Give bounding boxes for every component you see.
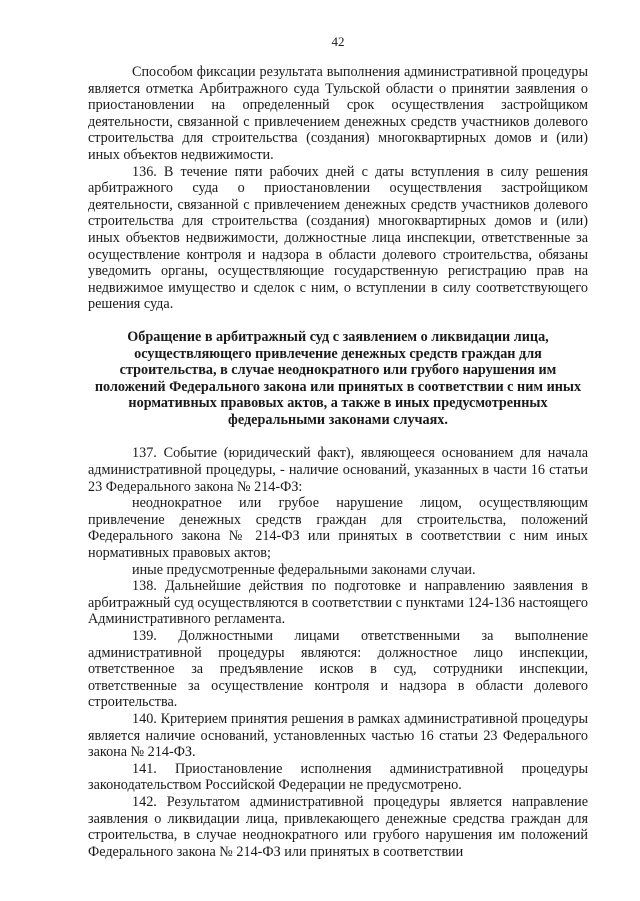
paragraph-137: 137. Событие (юридический факт), являющееся основанием для начала административной процедуры, - наличие оснований, указанных в части 16 статьи 23 Федерального закона № 214-ФЗ: [88, 445, 588, 495]
paragraph-141: 141. Приостановление исполнения административной процедуры законодательством Российской Федерации не предусмотрено. [88, 760, 588, 794]
body-text-top [88, 64, 588, 313]
paragraph-137-item-violation: неоднократное или грубое нарушение лицом, осуществляющим привлечение денежных средств граждан для строительства, положений Федерального закона № 214-ФЗ или принятых в соответствии с ним иных нормативных правовых актов; [88, 495, 588, 562]
paragraph-fixation-method: Способом фиксации результата выполнения административной процедуры является отметка Арбитражного суда Тульской области о принятии заявления о приостановлении на определенный срок осуществления застройщиком деятельности, связанной с привлечением денежных средств участников долевого строительства для строительства (создания) многоквартирных домов и (или) иных объектов недвижимости. [88, 64, 588, 163]
page-number: 42 [331, 34, 345, 49]
section-heading: Обращение в арбитражный суд с заявлением о ликвидации лица, осуществляющего привлечение денежных средств граждан для строительства, в случае неоднократного или грубого нарушения им положений Федерального закона или принятых в соответствии с ним иных нормативных правовых актов, а также в иных предусмотренных федеральными законами случаях. [94, 328, 582, 428]
paragraph-142: 142. Результатом административной процедуры является направление заявления о ликвидации лица, привлекающего денежные средства граждан для строительства, в случае неоднократного или грубого нарушения им положений Федерального закона № 214-ФЗ или принятых в соответствии [88, 793, 588, 860]
paragraph-136: 136. В течение пяти рабочих дней с даты вступления в силу решения арбитражного суда о приостановлении осуществления застройщиком деятельности, связанной с привлечением денежных средств участников долевого строительства для строительства (создания) многоквартирных домов и (или) иных объектов недвижимости, должностные лица инспекции, ответственные за осуществление контроля и надзора в области долевого строительства, обязаны уведомить органы, осуществляющие государственную регистрацию прав на недвижимое имущество и сделок с ним, о вступлении в силу соответствующего решения суда. [88, 163, 588, 313]
paragraph-140: 140. Критерием принятия решения в рамках административной процедуры является наличие оснований, установленных частью 16 статьи 23 Федерального закона № 214-ФЗ. [88, 710, 588, 761]
paragraph-137-item-other-cases: иные предусмотренные федеральными законами случаи. [132, 561, 476, 578]
paragraph-139: 139. Должностными лицами ответственными за выполнение административной процедуры являются: должностное лицо инспекции, ответственное за предъявление исков в суд, сотрудники инспекции, ответственные за осуществление контроля и надзора в области долевого строительства. [88, 628, 588, 711]
paragraph-138: 138. Дальнейшие действия по подготовке и направлению заявления в арбитражный суд осуществляются в соответствии с пунктами 124-136 настоящего Административного регламента. [88, 578, 588, 628]
body-text-bottom [88, 445, 588, 860]
